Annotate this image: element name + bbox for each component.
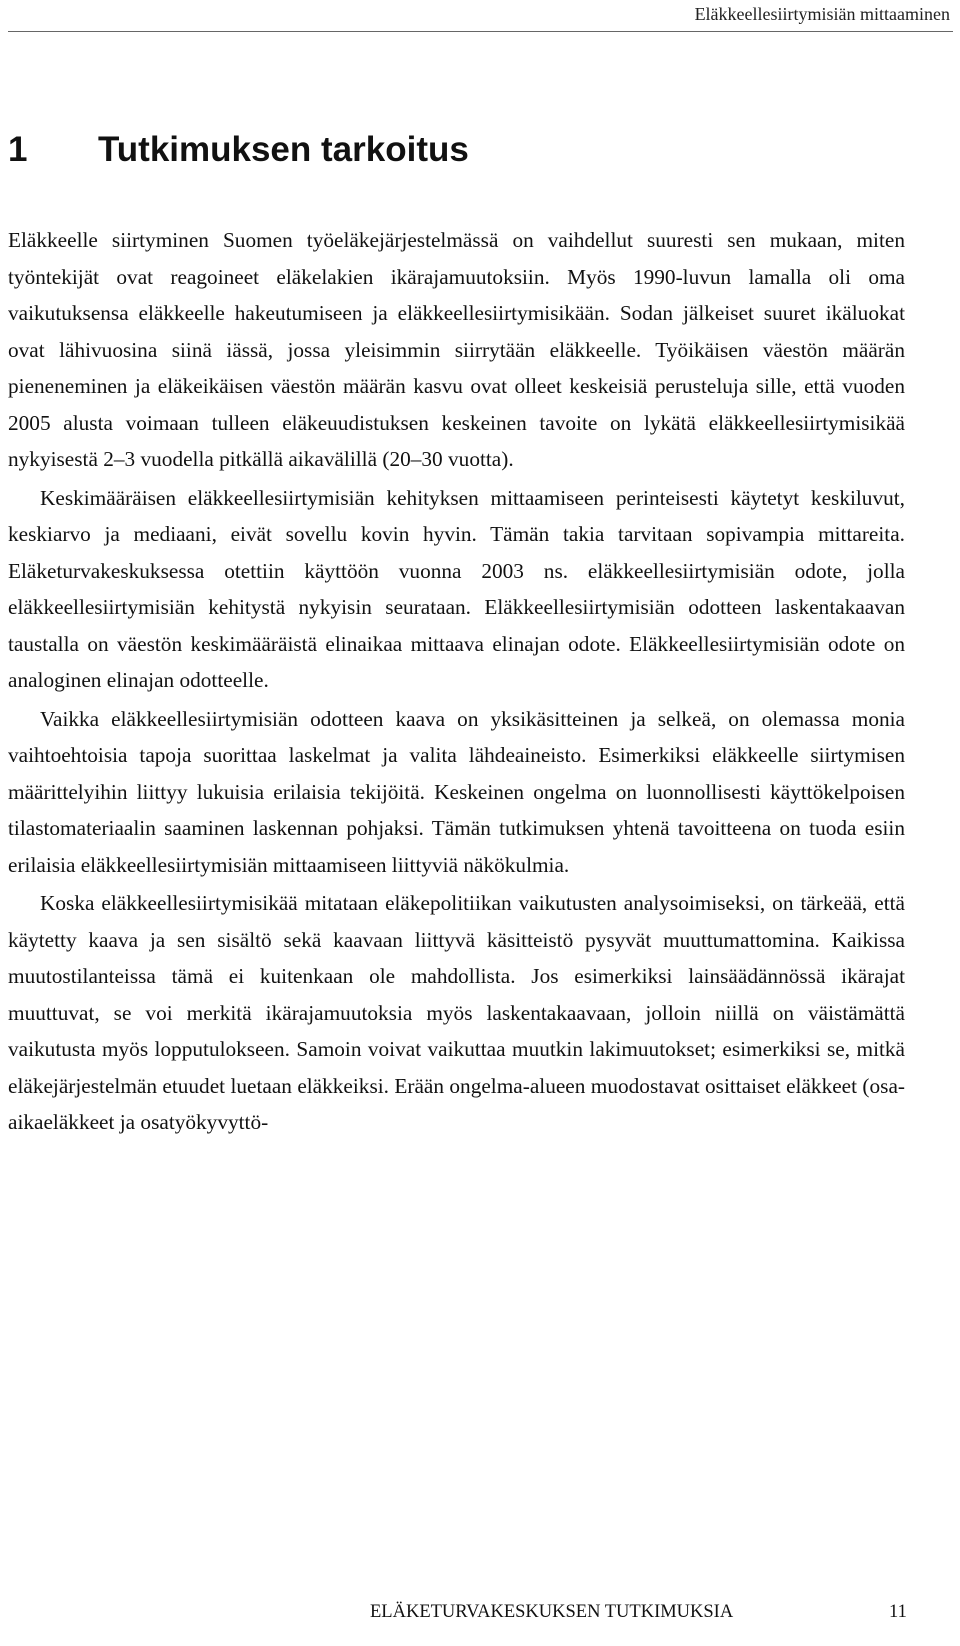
paragraph: Koska eläkkeellesiirtymisikää mitataan eläkepolitiikan vaikutusten analysoimiseksi, on tärkeää, että käytetty kaava ja sen sisältö sekä kaavaan liittyvä käsitteistö pysyvät muuttumattomina. Kaikissa muutostilanteissa tämä ei kuitenkaan ole mahdollista. Jos esimerkiksi lainsäädännössä ikärajat muuttuvat, se voi merkitä ikärajamuutoksia myös laskentakaavaan, jolloin niillä on väistämättä vaikutusta myös lopputulokseen. Samoin voivat vaikuttaa muutkin lakimuutokset; esimerkiksi se, mitkä eläkejärjestelmän etuudet luetaan eläkkeiksi. Erään ongelma-alueen muodostavat osittaiset eläkkeet (osa-aikaeläkkeet ja osatyökyvyttö-	[8, 891, 905, 1134]
footer-series-title: ELÄKETURVAKESKUKSEN TUTKIMUKSIA	[370, 1602, 734, 1622]
chapter-number: 1	[8, 130, 28, 169]
page-number: 11	[889, 1602, 907, 1622]
paragraph: Eläkkeelle siirtyminen Suomen työeläkejärjestelmässä on vaihdellut suuresti sen mukaan, miten työntekijät ovat reagoineet eläkelakien ikärajamuutoksiin. Myös 1990-luvun lamalla oli oma vaikutuksensa eläkkeelle hakeutumiseen ja eläkkeellesiirtymisikään. Sodan jälkeiset suuret ikäluokat ovat lähivuosina siinä iässä, jossa yleisimmin siirrytään eläkkeelle. Työikäisen väestön määrän pieneneminen ja eläkeikäisen väestön määrän kasvu ovat olleet keskeisiä perusteluja sille, että vuoden 2005 alusta voimaan tulleen eläkeuudistuksen keskeinen tavoite on lykätä eläkkeellesiirtymisikää nykyisestä 2–3 vuodella pitkällä aikavälillä (20–30 vuotta).	[8, 228, 905, 471]
paragraph: Keskimääräisen eläkkeellesiirtymisiän kehityksen mittaamiseen perinteisesti käytetyt keskiluvut, keskiarvo ja mediaani, eivät sovellu kovin hyvin. Tämän takia tarvitaan sopivampia mittareita. Eläketurvakeskuksessa otettiin käyttöön vuonna 2003 ns. eläkkeellesiirtymisiän odote, jolla eläkkeellesiirtymisiän kehitystä nykyisin seurataan. Eläkkeellesiirtymisiän odotteen laskentakaavan taustalla on väestön keskimääräistä elinaikaa mittaava elinajan odote. Eläkkeellesiirtymisiän odote on analoginen elinajan odotteelle.	[8, 485, 905, 692]
paragraph: Vaikka eläkkeellesiirtymisiän odotteen kaava on yksikäsitteinen ja selkeä, on olemassa monia vaihtoehtoisia tapoja suorittaa laskelmat ja valita lähdeaineisto. Esimerkiksi eläkkeelle siirtymisen määrittelyihin liittyy lukuisia erilaisia tekijöitä. Keskeinen ongelma on luonnollisesti käyttökelpoisen tilastomateriaalin saaminen laskennan pohjaksi. Tämän tutkimuksen yhtenä tavoitteena on tuoda esiin erilaisia eläkkeellesiirtymisiän mittaamiseen liittyviä näkökulmia.	[8, 706, 905, 877]
running-header: Eläkkeellesiirtymisiän mittaaminen	[694, 4, 950, 24]
body-text	[8, 222, 905, 1143]
header-rule	[8, 31, 953, 32]
chapter-title: Tutkimuksen tarkoitus	[98, 130, 469, 169]
chapter-heading	[8, 130, 469, 170]
